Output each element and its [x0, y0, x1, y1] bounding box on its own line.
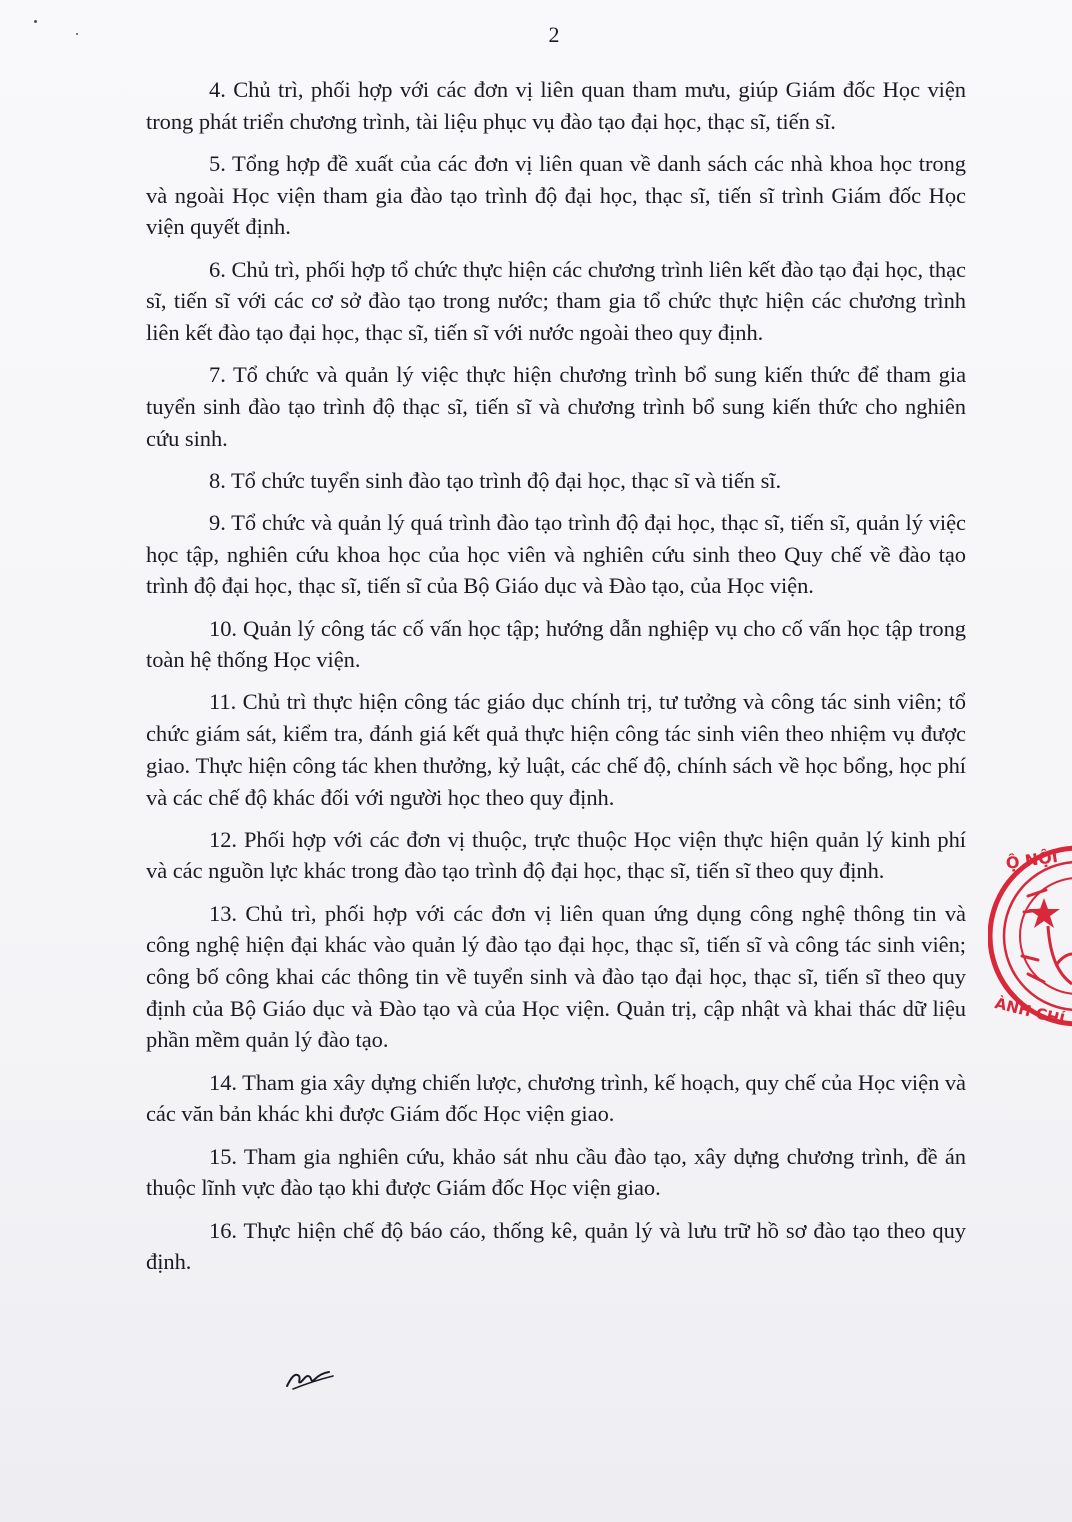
- official-seal: [988, 838, 1072, 1034]
- paragraph-item-12: 12. Phối hợp với các đơn vị thuộc, trực thuộc Học viện thực hiện quản lý kinh phí và các nguồn lực khác trong đào tạo trình độ đại học, thạc sĩ, tiến sĩ theo quy định.: [146, 826, 966, 884]
- document-body: [146, 74, 966, 1288]
- paragraph-item-5: 5. Tổng hợp đề xuất của các đơn vị liên quan về danh sách các nhà khoa học trong và ngoài Học viện tham gia đào tạo trình độ đại học, thạc sĩ, tiến sĩ trình Giám đốc Học viện quyết định.: [146, 150, 966, 240]
- paragraph-item-11: 11. Chủ trì thực hiện công tác giáo dục chính trị, tư tưởng và công tác sinh viên; tổ chức giám sát, kiểm tra, đánh giá kết quả thực hiện công tác sinh viên theo nhiệm vụ được giao. Thực hiện công tác khen thưởng, kỷ luật, các chế độ, chính sách về học bổng, học phí và các chế độ khác đối với người học theo quy định.: [146, 689, 966, 810]
- paragraph-item-16: 16. Thực hiện chế độ báo cáo, thống kê, quản lý và lưu trữ hồ sơ đào tạo theo quy định.: [146, 1217, 966, 1275]
- paragraph-item-13: 13. Chủ trì, phối hợp với các đơn vị liên quan ứng dụng công nghệ thông tin và công nghệ hiện đại khác vào quản lý đào tạo đại học, thạc sĩ, tiến sĩ và công tác sinh viên; công bố công khai các thông tin về tuyển sinh và đào tạo đại học, thạc sĩ, tiến sĩ theo quy định của Bộ Giáo dục và Đào tạo và của Học viện. Quản trị, cập nhật và khai thác dữ liệu phần mềm quản lý đào tạo.: [146, 900, 966, 1053]
- star-icon: [1028, 898, 1060, 928]
- page-number: 2: [548, 22, 560, 47]
- stamp-text-top: Ộ NỘI: [1004, 846, 1059, 873]
- paragraph-item-14: 14. Tham gia xây dựng chiến lược, chương trình, kế hoạch, quy chế của Học viện và các văn bản khác khi được Giám đốc Học viện giao.: [146, 1069, 966, 1127]
- paragraph-item-7: 7. Tổ chức và quản lý việc thực hiện chương trình bổ sung kiến thức để tham gia tuyển sinh đào tạo trình độ thạc sĩ, tiến sĩ và chương trình bổ sung kiến thức cho nghiên cứu sinh.: [146, 362, 966, 451]
- stamp-text-bottom: ÀNH CHÍ: [993, 994, 1067, 1029]
- paragraph-item-10: 10. Quản lý công tác cố vấn học tập; hướng dẫn nghiệp vụ cho cố vấn học tập trong toàn hệ thống Học viện.: [146, 615, 966, 673]
- paragraph-item-9: 9. Tổ chức và quản lý quá trình đào tạo trình độ đại học, thạc sĩ, tiến sĩ, quản lý việc học tập, nghiên cứu khoa học của học viên và nghiên cứu sinh theo Quy chế về đào tạo trình độ đại học, thạc sĩ, tiến sĩ của Bộ Giáo dục và Đào tạo, của Học viện.: [146, 509, 966, 599]
- paragraph-item-4: 4. Chủ trì, phối hợp với các đơn vị liên quan tham mưu, giúp Giám đốc Học viện trong phát triển chương trình, tài liệu phục vụ đào tạo đại học, thạc sĩ, tiến sĩ.: [146, 77, 966, 134]
- paragraph-item-6: 6. Chủ trì, phối hợp tổ chức thực hiện các chương trình liên kết đào tạo đại học, thạc sĩ, tiến sĩ với các cơ sở đào tạo trong nước; tham gia tổ chức thực hiện các chương trình liên kết đào tạo đại học, thạc sĩ, tiến sĩ với nước ngoài theo quy định.: [146, 256, 966, 345]
- paragraph-item-15: 15. Tham gia nghiên cứu, khảo sát nhu cầu đào tạo, xây dựng chương trình, đề án thuộc lĩnh vực đào tạo khi được Giám đốc Học viện giao.: [146, 1143, 966, 1201]
- paragraph-item-8: 8. Tổ chức tuyển sinh đào tạo trình độ đại học, thạc sĩ và tiến sĩ.: [209, 467, 782, 493]
- signature-initial: [283, 1358, 339, 1392]
